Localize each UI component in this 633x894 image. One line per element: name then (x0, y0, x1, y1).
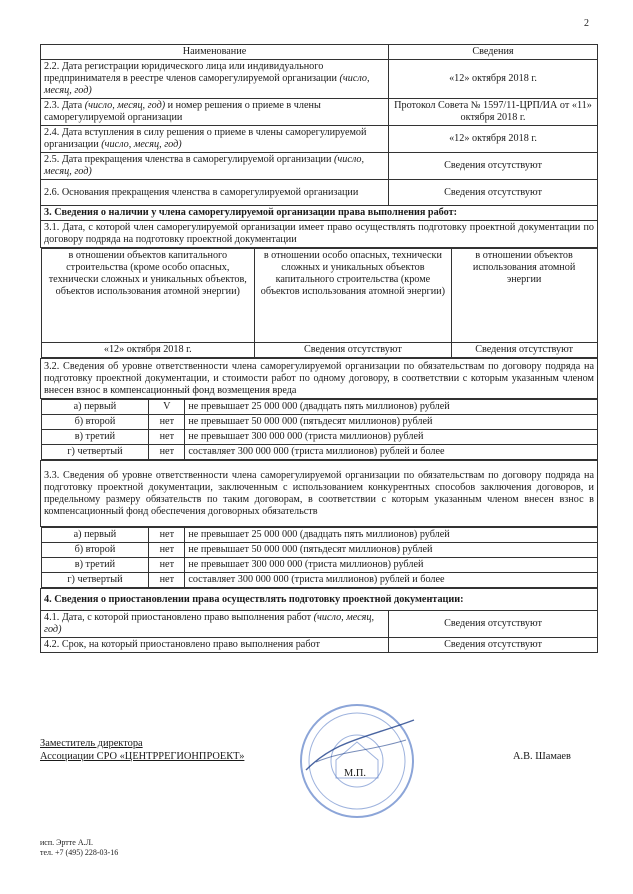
footer (40, 838, 118, 858)
level-3-3-3: в) третий (41, 558, 149, 573)
mark-3-3-2: нет (149, 543, 185, 558)
header-info: Сведения (389, 45, 598, 60)
row-2-3-label: 2.3. Дата (число, месяц, год) и номер решения о приеме в члены саморегулируемой организации (41, 99, 389, 126)
section-3-3-text: 3.3. Сведения об уровне ответственности члена саморегулируемой организации по обязательствам по договору подряда на подготовку проектной документации, заключенным с использованием конкурентных способов заключения договоров, и предельному размеру обязательств по таким договорам, в соответствии с которым указанным членом внесен взнос в компенсационный фонд обеспечения договорных обязательств (41, 461, 598, 527)
row-2-5-value: Сведения отсутствуют (389, 153, 598, 180)
subtable-value-atomic: Сведения отсутствуют (451, 343, 597, 358)
subtable-value-regular: «12» октября 2018 г. (41, 343, 255, 358)
row-4-1-value: Сведения отсутствуют (389, 611, 598, 638)
section-3-title: 3. Сведения о наличии у члена саморегулируемой организации права выполнения работ: (41, 206, 598, 221)
signer-name: А.В. Шамаев (513, 751, 571, 762)
subtable-value-dangerous: Сведения отсутствуют (255, 343, 452, 358)
level-3-2-2: б) второй (41, 415, 149, 430)
desc-3-2-1: не превышает 25 000 000 (двадцать пять миллионов) рублей (185, 400, 597, 415)
desc-3-2-2: не превышает 50 000 000 (пятьдесят миллионов) рублей (185, 415, 597, 430)
subtable-header-dangerous: в отношении особо опасных, технически сложных и уникальных объектов капитального строительства (кроме объектов использования атомной энергии) (255, 249, 452, 343)
stamp-mp-label: М.П. (344, 768, 366, 779)
row-2-6-label: 2.6. Основания прекращения членства в саморегулируемой организации (41, 180, 389, 206)
stamp-seal-icon (296, 700, 418, 822)
subtable-header-regular: в отношении объектов капитального строительства (кроме особо опасных, технически сложных и уникальных объектов, объектов использования атомной энергии) (41, 249, 255, 343)
level-3-3-2: б) второй (41, 543, 149, 558)
subtable-header-atomic: в отношении объектов использования атомной энергии (451, 249, 597, 343)
desc-3-2-4: составляет 300 000 000 (триста миллионов) рублей и более (185, 445, 597, 460)
section-3-1-text: 3.1. Дата, с которой член саморегулируемой организации имеет право осуществлять подготовку проектной документации по договору подряда на подготовку проектной документации (41, 221, 598, 248)
mark-3-2-1: V (149, 400, 185, 415)
footer-phone: тел. +7 (495) 228-03-16 (40, 848, 119, 857)
footer-executor: исп. Эртте А.Л. (40, 838, 94, 847)
mark-3-2-4: нет (149, 445, 185, 460)
row-2-6-value: Сведения отсутствуют (389, 180, 598, 206)
row-2-4-label: 2.4. Дата вступления в силу решения о приеме в члены саморегулируемой организации (число, месяц, год) (41, 126, 389, 153)
level-3-2-4: г) четвертый (41, 445, 149, 460)
mark-3-3-3: нет (149, 558, 185, 573)
main-table (40, 44, 598, 653)
level-3-3-4: г) четвертый (41, 573, 149, 588)
signer-org: Ассоциации СРО «ЦЕНТРРЕГИОНПРОЕКТ» (40, 751, 245, 762)
level-3-2-3: в) третий (41, 430, 149, 445)
mark-3-2-3: нет (149, 430, 185, 445)
row-4-1-label: 4.1. Дата, с которой приостановлено право выполнения работ (число, месяц, год) (41, 611, 389, 638)
levels-3-3-table (41, 527, 598, 588)
desc-3-3-4: составляет 300 000 000 (триста миллионов) рублей и более (185, 573, 597, 588)
desc-3-2-3: не превышает 300 000 000 (триста миллионов) рублей (185, 430, 597, 445)
row-4-2-value: Сведения отсутствуют (389, 638, 598, 653)
section-4-title: 4. Сведения о приостановлении права осуществлять подготовку проектной документации: (41, 589, 598, 611)
header-name: Наименование (41, 45, 389, 60)
row-2-4-value: «12» октября 2018 г. (389, 126, 598, 153)
mark-3-3-1: нет (149, 528, 185, 543)
row-2-5-label: 2.5. Дата прекращения членства в саморегулируемой организации (число, месяц, год) (41, 153, 389, 180)
desc-3-3-3: не превышает 300 000 000 (триста миллионов) рублей (185, 558, 597, 573)
mark-3-3-4: нет (149, 573, 185, 588)
level-3-2-1: а) первый (41, 400, 149, 415)
mark-3-2-2: нет (149, 415, 185, 430)
row-2-3-value: Протокол Совета № 1597/11-ЦРП/ИА от «11» октября 2018 г. (389, 99, 598, 126)
section-3-2-text: 3.2. Сведения об уровне ответственности члена саморегулируемой организации по обязательствам по договору подряда на подготовку проектной документации, и стоимости работ по одному договору, в соответствии с которым указанным членом внесен взнос в компенсационный фонд возмещения вреда (41, 359, 598, 399)
page-number: 2 (584, 18, 589, 29)
subtable-3-1 (41, 248, 598, 358)
row-2-2-value: «12» октября 2018 г. (389, 60, 598, 99)
levels-3-2-table (41, 399, 598, 460)
row-4-2-label: 4.2. Срок, на который приостановлено право выполнения работ (41, 638, 389, 653)
row-2-2-label: 2.2. Дата регистрации юридического лица или индивидуального предпринимателя в реестре членов саморегулируемой организации (число, месяц, год) (41, 60, 389, 99)
desc-3-3-2: не превышает 50 000 000 (пятьдесят миллионов) рублей (185, 543, 597, 558)
signer-title: Заместитель директора (40, 738, 143, 749)
level-3-3-1: а) первый (41, 528, 149, 543)
desc-3-3-1: не превышает 25 000 000 (двадцать пять миллионов) рублей (185, 528, 597, 543)
